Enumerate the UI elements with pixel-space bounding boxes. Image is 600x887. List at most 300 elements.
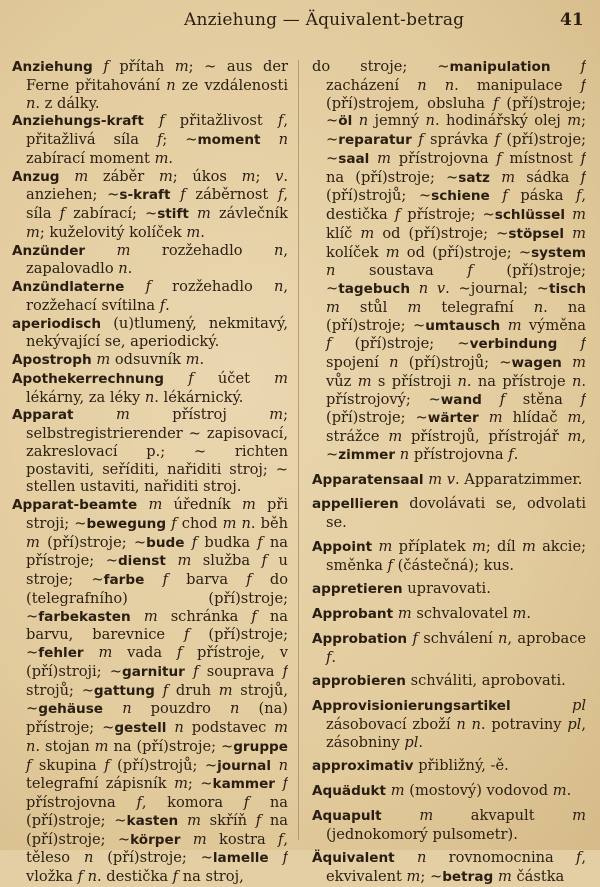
grammar-label: m [377, 149, 392, 167]
definition-text: . stojan [35, 737, 95, 755]
grammar-label: m [74, 167, 89, 185]
grammar-label: n [83, 849, 94, 867]
dictionary-entry [12, 406, 288, 496]
grammar-label: n [444, 76, 455, 94]
grammar-label: f [492, 94, 499, 112]
definition-text: druh [168, 681, 219, 699]
grammar-label: n [144, 388, 155, 406]
definition-text: akvapult [433, 806, 573, 824]
definition-text: do (telegrafního) (pří)stroje; ~ [26, 571, 288, 625]
grammar-label: m [397, 605, 412, 622]
grammar-label: f [251, 607, 257, 625]
grammar-label: n [389, 354, 399, 371]
definition-text: . na (pří)stroje; ~ [326, 298, 586, 334]
headword: stöpsel [508, 225, 573, 242]
definition-text: místnost [501, 149, 581, 167]
dictionary-entry [312, 58, 586, 465]
headword: Anzündlaterne [12, 279, 146, 295]
definition-text: strojů, ~ [26, 681, 288, 718]
grammar-label: n [230, 700, 240, 718]
grammar-label: n [418, 280, 429, 297]
grammar-label: m [26, 223, 40, 241]
grammar-label: pl [567, 715, 582, 733]
definition-text: dovolávati se, odvolati se. [326, 495, 586, 531]
definition-text: stěna [505, 390, 581, 408]
definition-text: (částečná); kus. [392, 556, 515, 574]
definition-text: na stroj, [178, 868, 244, 885]
grammar-label: f [580, 76, 586, 94]
dictionary-entry [12, 58, 288, 112]
headword: journal [217, 757, 279, 774]
dictionary-entry [312, 757, 586, 776]
headword: satz [458, 169, 502, 186]
definition-text: . destička [97, 868, 173, 885]
definition-text: u stroje; ~ [26, 552, 288, 588]
headword: Approbant [312, 606, 398, 622]
definition-text: barva [168, 571, 247, 588]
headword: approximativ [312, 758, 419, 775]
grammar-label: n [26, 94, 36, 112]
grammar-label: n [417, 76, 427, 94]
definition-text: jemný [368, 112, 426, 130]
grammar-label: m [419, 806, 434, 824]
headword: garnitur [122, 663, 194, 680]
definition-text: ; úkos [172, 167, 242, 185]
grammar-label: f [575, 187, 582, 205]
grammar-label: n [456, 715, 466, 733]
grammar-label: m [512, 605, 527, 622]
grammar-label: m [174, 775, 188, 793]
grammar-label: f [188, 369, 194, 387]
definition-text: rozžehadlo [130, 241, 274, 259]
headword: approbieren [312, 673, 411, 690]
grammar-label: f [257, 533, 263, 551]
definition-text: , síla [26, 186, 288, 222]
grammar-label: m [507, 316, 522, 334]
grammar-label: m [501, 168, 516, 186]
grammar-label: n [166, 76, 176, 94]
definition-text: příplatek [392, 537, 472, 555]
definition-text: . anziehen; ~ [26, 167, 288, 204]
grammar-label: n [122, 700, 132, 718]
headword: appellieren [312, 496, 410, 513]
grammar-label: m [488, 409, 503, 427]
definition-text: ; ~ aus der Ferne přitahování [26, 58, 288, 94]
grammar-label: m [154, 149, 169, 167]
definition-text: ; [255, 167, 276, 185]
grammar-label: f [502, 187, 508, 205]
headword: tisch [549, 281, 586, 297]
grammar-label: m [326, 298, 340, 316]
definition-text: . potraviny [480, 715, 568, 733]
grammar-label: m [269, 406, 284, 424]
grammar-label: m [186, 223, 201, 241]
definition-text: , destička [326, 187, 586, 223]
headword: manipulation [449, 59, 581, 75]
definition-text: . manipulace [454, 76, 581, 94]
definition-text: ; ~ [420, 868, 443, 885]
definition-text: . [168, 149, 174, 167]
dictionary-entry [312, 849, 586, 887]
definition-text: záběrnost [185, 186, 278, 204]
headword: gehäuse [38, 701, 123, 718]
definition-text: lékárny, za léky [26, 388, 145, 406]
dictionary-entry [12, 496, 288, 886]
headword: Aquädukt [312, 783, 391, 799]
definition-text: upravovati. [407, 580, 491, 598]
definition-text: schválení [417, 629, 498, 647]
headword: Apparat-beamte [12, 497, 149, 513]
grammar-label: f [580, 390, 586, 408]
grammar-label: v [275, 167, 284, 185]
headword: kasten [126, 812, 188, 829]
grammar-label: m [567, 428, 582, 445]
grammar-label: f [467, 262, 473, 280]
definition-text: vada [112, 644, 177, 661]
definition-text: . [165, 296, 170, 314]
definition-text: skříň [200, 811, 256, 829]
definition-text: (pří)stroje; ~ [26, 626, 288, 661]
grammar-label: f [162, 571, 168, 588]
definition-text: , těleso [26, 830, 288, 867]
grammar-label: m [158, 167, 173, 185]
grammar-label: m [360, 224, 375, 242]
grammar-label: m [197, 205, 211, 222]
headword: gruppe [233, 738, 288, 755]
definition-text: na přístroje; ~ [26, 533, 288, 570]
dictionary-entry [312, 807, 586, 844]
grammar-label: f [261, 552, 268, 570]
grammar-label: f [162, 681, 169, 699]
page-number: 41 [560, 10, 584, 30]
definition-text [427, 77, 445, 94]
grammar-label: f [508, 445, 514, 463]
definition-text: přitažlivost [164, 112, 278, 130]
headword: schlüssel [494, 207, 573, 223]
grammar-label: n [174, 719, 184, 736]
definition-text: . [127, 260, 133, 278]
definition-text: účet [193, 369, 275, 387]
definition-text: strojů; ~ [26, 681, 94, 699]
running-head: Anziehung — Äquivalent-betrag [184, 10, 465, 30]
definition-text: přístrojů, přístrojář [402, 428, 568, 445]
definition-text: , strážce [326, 409, 586, 445]
grammar-label: f [326, 648, 332, 666]
grammar-label: m [572, 806, 586, 824]
grammar-label: m [177, 552, 192, 570]
dictionary-entry [12, 168, 288, 242]
column-divider [298, 60, 299, 840]
grammar-label: m [385, 243, 400, 261]
grammar-label: pl [404, 733, 419, 751]
grammar-label: f [277, 830, 284, 848]
headword: wand [440, 391, 500, 408]
definition-text: . [199, 351, 205, 368]
definition-text: přístrojovna [391, 149, 497, 167]
definition-text: do stroje; ~ [312, 58, 450, 75]
headword: aperiodisch [12, 315, 114, 332]
headword: appretieren [312, 581, 408, 598]
definition-text: klíč [326, 224, 361, 242]
grammar-label: pl [571, 697, 586, 714]
grammar-label: m [567, 409, 582, 427]
definition-text: skupina [31, 756, 105, 774]
dictionary-entry [12, 242, 288, 279]
grammar-label: f [159, 112, 165, 130]
dictionary-entry [312, 495, 586, 532]
grammar-label: m [572, 354, 586, 371]
grammar-label: f [171, 514, 177, 532]
headword: Apothekerrechnung [12, 370, 189, 387]
definition-text: na barvu, barevnice [26, 607, 288, 644]
grammar-label: f [176, 644, 183, 661]
grammar-label: f [580, 58, 586, 75]
dictionary-entry [12, 370, 288, 407]
grammar-label: f [580, 149, 586, 167]
definition-text: , komora [141, 794, 244, 811]
grammar-label: f [394, 206, 401, 223]
definition-text: na (pří)stroje; ~ [326, 168, 459, 186]
grammar-label: f [246, 571, 252, 588]
headword: Anziehungs-kraft [12, 113, 160, 130]
grammar-label: v [436, 280, 446, 297]
definition-text: akcie; směnka [326, 537, 586, 574]
dictionary-entry [312, 672, 586, 691]
grammar-label: f [418, 131, 424, 148]
grammar-label: f [494, 131, 501, 148]
grammar-label: f [243, 794, 250, 811]
definition-text: správka [423, 131, 495, 148]
headword: Anziehung [12, 59, 104, 75]
grammar-label: f [136, 794, 142, 811]
definition-text: . [331, 648, 337, 666]
definition-text: , přitažlivá síla [26, 112, 288, 148]
definition-text: telegrafní zápisník [26, 775, 175, 793]
grammar-label: m [98, 644, 113, 661]
definition-text: od (pří)stroje; ~ [374, 224, 509, 242]
definition-text: (pří)stroje; ~ [326, 94, 586, 130]
grammar-label: f [277, 112, 284, 130]
dictionary-entry [312, 782, 586, 801]
headword: betrag [442, 869, 498, 885]
definition-text: na (pří)stroje; ~ [108, 737, 234, 755]
headword: farbe [103, 572, 163, 588]
headword: bewegung [86, 515, 172, 532]
grammar-label: m [192, 830, 207, 848]
grammar-label: m [143, 607, 158, 625]
grammar-label: m [26, 533, 40, 551]
definition-text: . [418, 733, 424, 751]
definition-text: (pří)stroje; ~ [39, 533, 147, 551]
definition-text: (pří)strojem, obsluha [326, 94, 493, 112]
definition-text: stůl [339, 298, 408, 316]
headword: Anzug [12, 168, 75, 185]
grammar-label: m [241, 167, 256, 185]
definition-text: souprava [198, 662, 283, 680]
grammar-label: m [567, 112, 582, 130]
definition-text: při stroji; ~ [26, 496, 288, 532]
dictionary-entry [312, 538, 586, 575]
grammar-label: m [390, 782, 405, 799]
definition-text: pouzdro [131, 700, 231, 718]
definition-text: na (pří)stroje; ~ [26, 794, 288, 829]
grammar-label: m [94, 737, 109, 755]
left-column [12, 58, 288, 886]
definition-text: hlídač [502, 409, 568, 427]
grammar-label: f [180, 186, 186, 204]
definition-text: přístrojovna [409, 445, 509, 463]
grammar-label: f [145, 278, 151, 295]
definition-text: . Apparatzimmer. [455, 470, 583, 488]
definition-text: , zásobniny [326, 715, 586, 751]
grammar-label: m [428, 470, 443, 488]
definition-text: (pří)stroje; ~ [326, 131, 586, 167]
headword: körper [130, 831, 193, 848]
definition-text: . [566, 782, 572, 799]
definition-text: ; kuželovitý kolíček [39, 223, 187, 241]
dictionary-entry [12, 278, 288, 315]
definition-text: . [526, 605, 532, 622]
grammar-label: f [255, 811, 262, 829]
definition-text: odsuvník [110, 351, 186, 368]
definition-text: kolíček [326, 243, 386, 261]
definition-text: přístroj [129, 406, 270, 424]
grammar-label: m [96, 351, 111, 368]
grammar-label: m [241, 496, 256, 513]
grammar-label: m [218, 681, 233, 699]
dictionary-entry [312, 630, 586, 667]
dictionary-entry [12, 112, 288, 167]
grammar-label: n [533, 298, 544, 316]
definition-text: , zapalovadlo [26, 241, 288, 278]
grammar-label: f [277, 186, 284, 204]
grammar-label: m [222, 514, 237, 532]
grammar-label: n [241, 514, 251, 532]
headword: lamelle [212, 850, 283, 867]
definition-text: ; ~ [326, 112, 586, 148]
grammar-label: m [116, 241, 131, 259]
grammar-label: f [104, 756, 110, 774]
definition-text: záběr [88, 167, 159, 185]
definition-text: , ~ [326, 428, 586, 463]
grammar-label: m [185, 351, 200, 368]
headword: moment [197, 132, 279, 148]
headword: zimmer [338, 446, 400, 463]
headword: bude [146, 534, 192, 551]
headword: dienst [117, 553, 178, 570]
definition-text: ze vzdálenosti [175, 76, 288, 94]
grammar-label: m [497, 868, 512, 885]
grammar-label: n [278, 131, 288, 148]
definition-text: schváliti, aprobovati. [410, 672, 566, 690]
definition-text: schránka [157, 607, 252, 625]
headword: gattung [93, 682, 163, 699]
headword: Approvisionierungsartikel [312, 698, 572, 714]
definition-text: (pří)strojů; ~ [326, 187, 432, 205]
definition-text: (u)tlumený, nekmitavý, nekývající se, aperiodický. [26, 314, 288, 351]
definition-text: soustava [335, 262, 468, 280]
definition-text: rozžehadlo [151, 278, 274, 295]
grammar-label: n [273, 241, 284, 259]
dictionary-entry [12, 351, 288, 370]
definition-text: . [200, 223, 205, 241]
definition-text: zabírací moment [26, 149, 155, 167]
grammar-label: f [191, 533, 198, 551]
definition-text: . běh [250, 514, 288, 532]
definition-text: zásobovací zboží [326, 715, 457, 733]
headword: Apparatensaal [312, 471, 429, 488]
definition-text: . přístrojový; ~ [326, 372, 586, 408]
grammar-label: m [274, 719, 288, 736]
definition-text: přístroje, v (pří)stroji; ~ [26, 644, 288, 680]
grammar-label: f [282, 849, 288, 867]
definition-text: zabírací; ~ [65, 205, 158, 222]
grammar-label: f [172, 868, 179, 885]
grammar-label: m [148, 496, 163, 513]
grammar-label: f [575, 849, 582, 867]
definition-text: chod [176, 514, 223, 532]
definition-text: úředník [162, 496, 242, 513]
definition-text: rovnomocnina [426, 849, 576, 867]
grammar-label: n [471, 715, 481, 733]
grammar-label: n [326, 262, 336, 280]
definition-text: (mostový) vodovod [404, 782, 553, 799]
headword: reparatur [338, 132, 419, 148]
grammar-label: n [497, 629, 508, 647]
definition-text: sádka [515, 168, 581, 186]
grammar-label: f [77, 868, 83, 885]
headword: s-kraft [119, 187, 181, 204]
definition-text: ; selbstregistrierender ~ zapisovací, zakreslovací p.; ~ richten postaviti, seříditi, nařiditi stroj; ~ stellen ustaviti, nařiditi stroj. [26, 406, 288, 496]
grammar-label: f [496, 149, 502, 167]
headword: stift [157, 206, 198, 222]
headword: Approbation [312, 630, 413, 647]
grammar-label: f [26, 756, 32, 774]
definition-text: . z dálky. [35, 94, 100, 112]
definition-text: spojení [326, 354, 390, 371]
headword: schiene [431, 188, 503, 205]
grammar-label: f [499, 390, 506, 408]
grammar-label: n [457, 372, 467, 390]
headword: gestell [114, 720, 175, 736]
definition-text: telegrafní [421, 298, 534, 316]
headword: saal [338, 150, 378, 167]
grammar-label: f [103, 58, 109, 75]
definition-text [428, 280, 437, 297]
grammar-label: m [552, 782, 567, 799]
grammar-label: n [273, 278, 284, 295]
definition-text: přítah [108, 58, 175, 75]
grammar-label: m [357, 372, 372, 390]
grammar-label: m [572, 224, 586, 242]
definition-text: přibližný, -ě. [418, 757, 509, 775]
grammar-label: f [59, 205, 66, 222]
definition-text: přístrojovna [26, 794, 137, 811]
definition-text: (na) přístroje; ~ [26, 700, 288, 736]
definition-text: (pří)stroje; ~ [326, 409, 428, 427]
headword: verbindung [469, 336, 581, 353]
definition-text: zacházení [326, 76, 418, 94]
definition-text: (pří)stroje; ~ [93, 849, 213, 867]
headword: Äquivalent [312, 850, 417, 867]
dictionary-entry [312, 605, 586, 624]
grammar-label: n [425, 112, 435, 130]
definition-text: kostra [206, 830, 278, 848]
headword: Appoint [312, 538, 379, 555]
grammar-label: f [282, 775, 288, 793]
grammar-label: f [282, 662, 288, 680]
definition-text: na (pří)stroje; ~ [26, 811, 288, 848]
